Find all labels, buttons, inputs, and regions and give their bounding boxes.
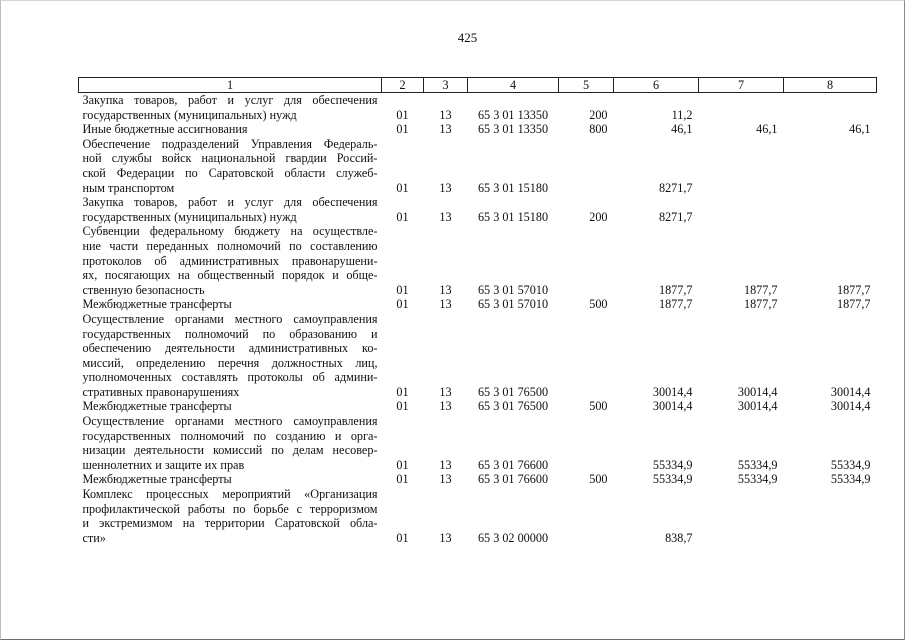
table-row [79, 487, 877, 545]
table-row [79, 472, 877, 487]
row-description [79, 224, 382, 297]
expense-type-code: 500 [589, 399, 608, 414]
description-line: обеспечению деятельности административных ко- [82, 341, 378, 356]
row-description [79, 399, 382, 414]
target-article-code: 65 3 01 13350 [477, 107, 549, 122]
subsection-code: 13 [439, 457, 452, 472]
amount-col6: 30014,4 [652, 384, 693, 399]
target-article-code: 65 3 01 76500 [477, 399, 549, 414]
description-line: ной службы войск национальной гвардии Россий- [82, 151, 378, 166]
description-line: Иные бюджетные ассигнования [82, 122, 248, 137]
column-number-row [79, 78, 877, 93]
description-line: государственных полномочий по созданию и орга- [82, 428, 378, 443]
description-line: ской Федерации по Саратовской области служеб- [82, 165, 378, 180]
target-article-code: 65 3 01 13350 [477, 122, 549, 137]
table-row [79, 414, 877, 472]
amount-col7: 55334,9 [737, 457, 778, 472]
description-line: Межбюджетные трансферты [82, 472, 232, 487]
column-header-7: 7 [699, 78, 784, 93]
amount-col6: 1877,7 [658, 282, 693, 297]
table-row [79, 224, 877, 297]
target-article-code: 65 3 01 76600 [477, 472, 549, 487]
column-header-6: 6 [614, 78, 699, 93]
section-code: 01 [396, 530, 409, 545]
description-line: Обеспечение подразделений Управления Федераль- [82, 136, 378, 151]
row-description [79, 137, 382, 195]
row-description [79, 93, 382, 123]
amount-col8 [784, 137, 877, 195]
subsection-code: 13 [439, 209, 452, 224]
target-article-code: 65 3 02 00000 [477, 530, 549, 545]
description-line: ным транспортом [82, 180, 175, 195]
row-description [79, 487, 382, 545]
subsection-code: 13 [439, 297, 452, 312]
amount-col8 [784, 195, 877, 224]
amount-col6: 8271,7 [658, 180, 693, 195]
row-description [79, 312, 382, 400]
description-line: Закупка товаров, работ и услуг для обеспечения [82, 195, 378, 210]
section-code: 01 [396, 457, 409, 472]
section-code: 01 [396, 282, 409, 297]
expense-type-code: 200 [589, 107, 608, 122]
row-description [79, 472, 382, 487]
subsection-code: 13 [439, 282, 452, 297]
table-row [79, 297, 877, 312]
amount-col6: 55334,9 [652, 457, 693, 472]
description-line: протоколов об административных правонарушени- [82, 253, 378, 268]
description-line: государственных полномочий по образованию и [82, 326, 378, 341]
description-line: Осуществление органами местного самоуправления [82, 414, 378, 429]
table-row [79, 137, 877, 195]
amount-col7 [699, 195, 784, 224]
expense-type-code [559, 224, 614, 297]
section-code: 01 [396, 122, 409, 137]
table-row [79, 122, 877, 137]
description-line: Закупка товаров, работ и услуг для обеспечения [82, 93, 378, 107]
column-header-2: 2 [382, 78, 424, 93]
amount-col8: 1877,7 [836, 282, 871, 297]
amount-col7: 30014,4 [737, 399, 778, 414]
description-line: шеннолетних и защите их прав [82, 457, 245, 472]
amount-col6: 1877,7 [658, 297, 693, 312]
table-body [79, 93, 877, 546]
budget-table [78, 77, 877, 545]
description-line: Осуществление органами местного самоуправления [82, 311, 378, 326]
column-header-4: 4 [468, 78, 559, 93]
description-line: ственную безопасность [82, 282, 205, 297]
section-code: 01 [396, 472, 409, 487]
amount-col7: 1877,7 [743, 282, 778, 297]
subsection-code: 13 [439, 122, 452, 137]
amount-col8: 30014,4 [830, 384, 871, 399]
amount-col7 [699, 93, 784, 123]
target-article-code: 65 3 01 76500 [477, 384, 549, 399]
amount-col8 [784, 93, 877, 123]
amount-col8: 1877,7 [836, 297, 871, 312]
description-line: профилактической работы по борьбе с терроризмом [82, 501, 378, 516]
target-article-code: 65 3 01 15180 [477, 180, 549, 195]
amount-col8: 30014,4 [830, 399, 871, 414]
amount-col6: 55334,9 [652, 472, 693, 487]
description-line: Межбюджетные трансферты [82, 399, 232, 414]
section-code: 01 [396, 209, 409, 224]
description-line: сти» [82, 530, 106, 545]
description-line: Межбюджетные трансферты [82, 297, 232, 312]
expense-type-code: 800 [589, 122, 608, 137]
amount-col6: 30014,4 [652, 399, 693, 414]
target-article-code: 65 3 01 57010 [477, 282, 549, 297]
section-code: 01 [396, 297, 409, 312]
section-code: 01 [396, 107, 409, 122]
amount-col7: 30014,4 [737, 384, 778, 399]
expense-type-code [559, 414, 614, 472]
section-code: 01 [396, 180, 409, 195]
row-description [79, 195, 382, 224]
row-description [79, 122, 382, 137]
section-code: 01 [396, 399, 409, 414]
amount-col8 [784, 487, 877, 545]
amount-col7: 55334,9 [737, 472, 778, 487]
subsection-code: 13 [439, 399, 452, 414]
amount-col8: 55334,9 [830, 457, 871, 472]
amount-col6: 8271,7 [658, 209, 693, 224]
subsection-code: 13 [439, 384, 452, 399]
expense-type-code [559, 312, 614, 400]
description-line: стративных правонарушениях [82, 384, 240, 399]
amount-col7 [699, 487, 784, 545]
description-line: ях, посягающих на общественный порядок и обще- [82, 268, 378, 283]
subsection-code: 13 [439, 530, 452, 545]
amount-col6: 838,7 [665, 530, 693, 545]
description-line: низации деятельности комиссий по делам несовер- [82, 443, 378, 458]
expense-type-code [559, 137, 614, 195]
column-header-1: 1 [79, 78, 382, 93]
amount-col7 [699, 137, 784, 195]
amount-col6: 46,1 [671, 122, 693, 137]
description-line: миссий, определению перечня должностных лиц, [82, 355, 378, 370]
expense-type-code: 200 [589, 209, 608, 224]
description-line: Субвенции федеральному бюджету на осуществле- [82, 224, 378, 239]
description-line: государственных (муниципальных) нужд [82, 209, 297, 224]
description-line: ние части переданных полномочий по составлению [82, 238, 378, 253]
section-code: 01 [396, 384, 409, 399]
target-article-code: 65 3 01 15180 [477, 209, 549, 224]
subsection-code: 13 [439, 180, 452, 195]
column-header-3: 3 [424, 78, 468, 93]
expense-type-code: 500 [589, 472, 608, 487]
table-row [79, 399, 877, 414]
amount-col7: 1877,7 [743, 297, 778, 312]
subsection-code: 13 [439, 107, 452, 122]
amount-col8: 46,1 [849, 122, 871, 137]
row-description [79, 297, 382, 312]
page-number: 425 [457, 30, 478, 45]
target-article-code: 65 3 01 76600 [477, 457, 549, 472]
expense-type-code: 500 [589, 297, 608, 312]
description-line: и экстремизмом на территории Саратовской обла- [82, 516, 378, 531]
subsection-code: 13 [439, 472, 452, 487]
column-header-5: 5 [559, 78, 614, 93]
table-row [79, 312, 877, 400]
description-line: Комплекс процессных мероприятий «Организация [82, 487, 378, 502]
table-row [79, 195, 877, 224]
column-header-8: 8 [784, 78, 877, 93]
amount-col7: 46,1 [756, 122, 778, 137]
row-description [79, 414, 382, 472]
target-article-code: 65 3 01 57010 [477, 297, 549, 312]
amount-col8: 55334,9 [830, 472, 871, 487]
amount-col6: 11,2 [671, 107, 693, 122]
expense-type-code [559, 487, 614, 545]
description-line: государственных (муниципальных) нужд [82, 107, 297, 122]
table-row [79, 93, 877, 123]
description-line: уполномоченных составлять протоколы об админи- [82, 370, 378, 385]
